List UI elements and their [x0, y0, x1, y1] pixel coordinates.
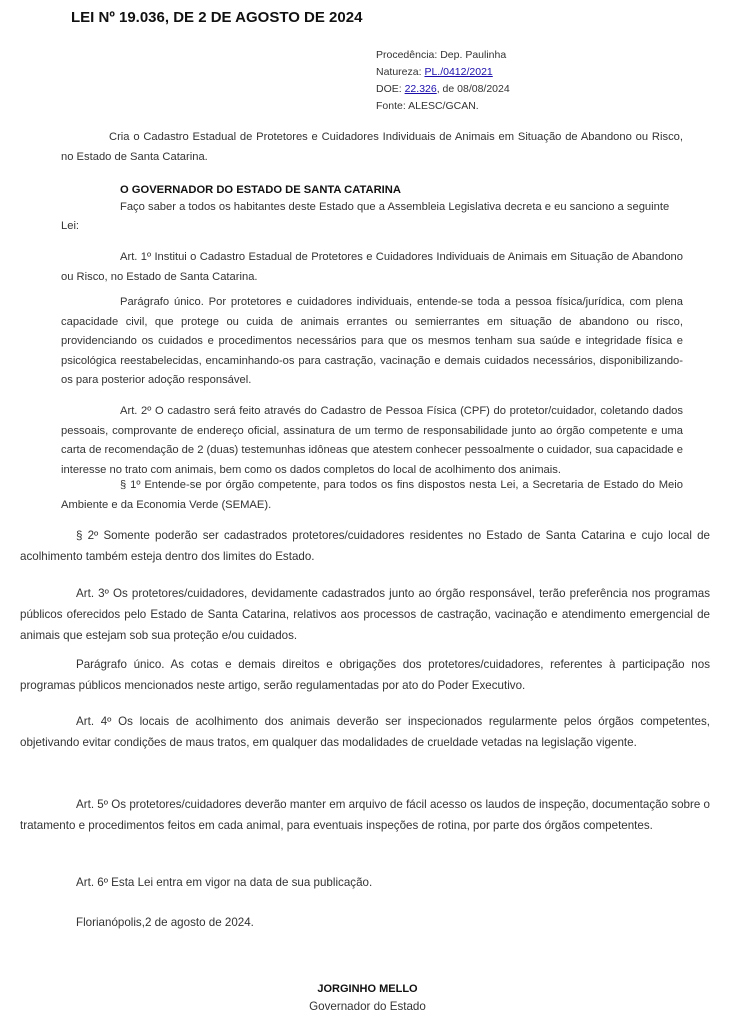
preamble-text: Faço saber a todos os habitantes deste Estado que a Assembleia Legislativa decreta e eu sanciono a seguinte	[120, 201, 670, 213]
signer-name: JORGINHO MELLO	[317, 983, 418, 995]
article-1: Art. 1º Institui o Cadastro Estadual de Protetores e Cuidadores Individuais de Animais em Situação de Abandono ou Risco, no Estado de Santa Catarina.	[61, 251, 683, 283]
law-metadata	[376, 47, 510, 115]
place-date: Florianópolis,2 de agosto de 2024.	[76, 916, 254, 929]
article-5: Art. 5º Os protetores/cuidadores deverão manter em arquivo de fácil acesso os laudos de inspeção, documentação sobre o tratamento e procedimentos feitos em cada animal, para eventuais inspeções de rotina, por parte dos órgãos competentes.	[20, 798, 710, 832]
doe-date: , de 08/08/2024	[436, 83, 510, 95]
ementa: Cria o Cadastro Estadual de Protetores e Cuidadores Individuais de Animais em Situação de Abandono ou Risco, no Estado de Santa Catarina.	[61, 131, 683, 163]
natureza-label: Natureza:	[376, 66, 422, 78]
procedencia-label: Procedência:	[376, 49, 438, 61]
law-title: LEI Nº 19.036, DE 2 DE AGOSTO DE 2024	[71, 9, 363, 26]
article-2-section-2: § 2º Somente poderão ser cadastrados protetores/cuidadores residentes no Estado de Santa Catarina e cujo local de acolhimento também esteja dentro dos limites do Estado.	[20, 529, 710, 563]
article-3-paragraph: Parágrafo único. As cotas e demais direitos e obrigações dos protetores/cuidadores, referentes à participação nos programas públicos mencionados neste artigo, serão regulamentadas por ato do Poder Executivo.	[20, 658, 710, 692]
preamble-text-end: Lei:	[61, 220, 80, 232]
article-1-paragraph: Parágrafo único. Por protetores e cuidadores individuais, entende-se toda a pessoa física/jurídica, com plena capacidade civil, que protege ou cuida de animais errantes ou semierrantes em situação de abandono ou risco, providenciando os cuidados e procedimentos necessários para que os mesmos tenham sua saúde e integridade física e psicológica reestabelecidas, encaminhando-os para castração, vacinação e demais cuidados necessários, disponibilizando-os para posterior adoção responsável.	[61, 296, 683, 386]
signer-title: Governador do Estado	[309, 1000, 426, 1013]
doe-line	[376, 81, 510, 98]
fonte-line: Fonte: ALESC/GCAN.	[376, 100, 479, 112]
article-2-section-1: § 1º Entende-se por órgão competente, para todos os fins dispostos nesta Lei, a Secretaria de Estado do Meio Ambiente e da Economia Verde (SEMAE).	[61, 479, 683, 511]
procedencia-value: Dep. Paulinha	[440, 49, 507, 61]
natureza-line	[376, 64, 510, 81]
article-3: Art. 3º Os protetores/cuidadores, devidamente cadastrados junto ao órgão responsável, terão preferência nos programas públicos oferecidos pelo Estado de Santa Catarina, relativos aos processos de castração, vacinação e atendimento emergencial de animais que estejam sob sua proteção e/ou cuidados.	[20, 587, 710, 642]
doe-label: DOE:	[376, 83, 402, 95]
preamble-heading: O GOVERNADOR DO ESTADO DE SANTA CATARINA	[120, 184, 401, 196]
doe-link[interactable]: 22.326	[404, 83, 437, 95]
article-2: Art. 2º O cadastro será feito através do Cadastro de Pessoa Física (CPF) do protetor/cuidador, coletando dados pessoais, comprovante de endereço oficial, assinatura de um termo de responsabilidade junto ao órgão competente e uma carta de recomendação de 2 (duas) testemunhas idôneas que atestem conhecer pessoalmente o cuidador, sua capacidade e interesse no trato com animais, bem como os dados completos do local de acolhimento dos animais.	[61, 405, 683, 476]
article-6: Art. 6º Esta Lei entra em vigor na data de sua publicação.	[76, 876, 373, 889]
natureza-link[interactable]: PL./0412/2021	[424, 66, 493, 78]
article-4: Art. 4º Os locais de acolhimento dos animais deverão ser inspecionados regularmente pelos órgãos competentes, objetivando evitar condições de maus tratos, em qualquer das modalidades de crueldade vetadas na legislação vigente.	[20, 715, 710, 749]
procedencia-line	[376, 47, 510, 64]
